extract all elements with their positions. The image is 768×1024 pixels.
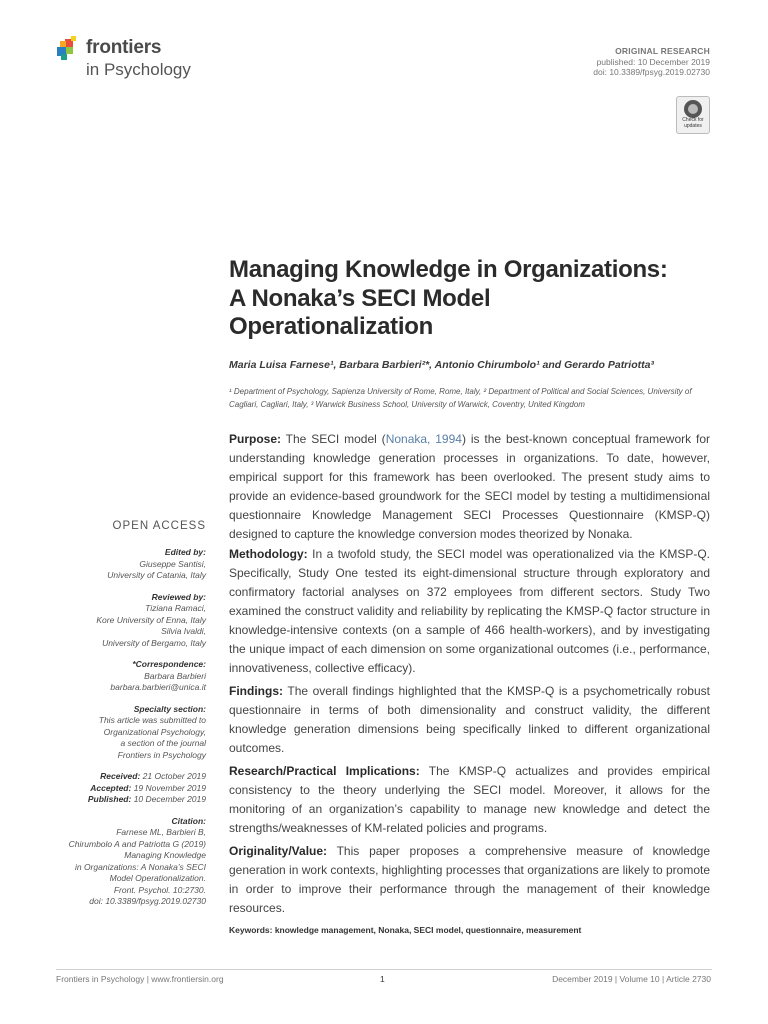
received-label: Received: [100,771,141,781]
published-value: 10 December 2019 [131,794,206,804]
abstract-implications [229,762,710,838]
reviewer-affiliation: University of Bergamo, Italy [102,637,206,648]
reviewer-name: Silvia Ivaldi, [161,626,206,636]
editor-name: Giuseppe Santisi, [139,558,206,569]
reviewed-by-label: Reviewed by: [151,591,206,602]
accepted-label: Accepted: [90,782,132,793]
received-value: 21 October 2019 [140,771,206,781]
specialty-line: Frontiers in Psychology [117,749,206,760]
specialty-section-label: Specialty section: [133,703,206,714]
journal-logo [56,34,206,82]
originality-label: Originality/Value: [229,844,328,858]
citation-line: Farnese ML, Barbieri B, [116,827,206,837]
abstract-findings [229,682,710,758]
reviewer-affiliation: Kore University of Enna, Italy [96,614,206,625]
accepted-value: 19 November 2019 [131,782,206,793]
citation-link[interactable]: Nonaka, 1994 [385,432,462,446]
editor-affiliation: University of Catania, Italy [107,570,206,580]
published-label: Published: [87,794,132,804]
reviewer-name: Tiziana Ramaci, [145,603,206,613]
published-date: published: 10 December 2019 [596,56,710,67]
purpose-text: ) is the best-known conceptual framework for understanding knowledge generation processes in organizations. To date, however, empirical support for this framework has been overlooked. The present study aims to provide an evidence-based groundwork for the SECI model by testing a multidimensional questionnaire Knowledge Management SECI Processes Questionnaire (KMSP-Q) designed to capture the knowledge conversion modes theorized by Nonaka. [229,432,711,541]
purpose-text-pre: The SECI model ( [281,432,386,446]
purpose-label: Purpose: [229,432,282,446]
article-sidebar [50,547,206,908]
affiliations: ¹ Department of Psychology, Sapienza University of Rome, Rome, Italy, ² Department of Political and Social Sciences, University of Cagliari, Cagliari, Italy, ³ Warwick Business School, University of Warwick, Coventry, United Kingdom [229,387,692,409]
published-date-sidebar [50,794,206,806]
implications-text: The KMSP-Q actualizes and provides empirical consistency to the theory underlying the SECI model. Moreover, it allows for the monitoring of an organization’s capability to manage new knowledge and detect the strengths/weaknesses of KM-related policies and programs. [229,764,710,835]
correspondence-email[interactable]: barbara.barbieri@unica.it [110,682,206,692]
specialty-line: a section of the journal [120,738,206,748]
received-date [50,771,206,783]
citation-line: Chirumbolo A and Patriotta G (2019) [68,838,206,849]
citation-line: Model Operationalization. [109,873,206,883]
originality-text: This paper proposes a comprehensive measure of knowledge generation in work contexts, highlighting processes that organizations are likely to promote in order to improve their performance through the management of their knowledge resources. [229,844,710,915]
specialty-line: Organizational Psychology, [103,726,206,737]
citation-line: Managing Knowledge [124,850,206,860]
abstract-methodology [229,545,710,678]
authors: Maria Luisa Farnese¹, Barbara Barbieri²*, Antonio Chirumbolo¹ and Gerardo Patriotta³ [229,359,654,371]
journal-name-line1: frontiers [86,37,162,58]
methodology-label: Methodology: [229,547,308,561]
article-type: ORIGINAL RESEARCH [615,46,710,56]
open-access-label: OPEN ACCESS [112,520,206,532]
abstract-originality [229,842,710,918]
page-number: 1 [380,974,385,984]
accepted-date [50,783,206,795]
correspondence-label: *Correspondence: [132,659,206,669]
footer-journal[interactable]: Frontiers in Psychology | www.frontiersin.org [56,974,224,984]
specialty-line: This article was submitted to [98,715,206,725]
citation-doi[interactable]: doi: 10.3389/fpsyg.2019.02730 [89,896,206,906]
article-header-info [593,46,710,78]
findings-label: Findings: [229,684,283,698]
journal-name-line2: in Psychology [86,60,191,79]
check-updates-label: Check for updates [682,117,704,129]
frontiers-logo-icon [56,36,82,62]
abstract-purpose [229,430,710,544]
implications-label: Research/Practical Implications: [229,764,420,778]
check-for-updates-badge[interactable] [676,96,710,134]
citation-line: in Organizations: A Nonaka’s SECI [74,861,206,872]
citation-label: Citation: [171,815,206,826]
footer-divider [56,969,712,970]
correspondence-name: Barbara Barbieri [144,670,206,681]
doi-link[interactable]: doi: 10.3389/fpsyg.2019.02730 [593,67,710,77]
footer-issue: December 2019 | Volume 10 | Article 2730 [552,974,711,984]
check-updates-icon [684,100,702,118]
article-title: Managing Knowledge in Organizations: A Nonaka’s SECI Model Operationalization [229,256,668,340]
keywords: Keywords: knowledge management, Nonaka, SECI model, questionnaire, measurement [229,925,582,935]
edited-by-label: Edited by: [164,547,206,557]
findings-text: The overall findings highlighted that the KMSP-Q is a psychometrically robust questionnaire in terms of both dimensionality and construct validity, the different knowledge generation dimensions being specifically linked to different organizational outcomes. [229,684,710,755]
citation-line: Front. Psychol. 10:2730. [113,884,206,895]
methodology-text: In a twofold study, the SECI model was operationalized via the KMSP-Q. Specifically, Study One tested its eight-dimensional structure through exploratory and confirmatory factorial analyses on 372 employees from different sectors. Study Two examined the construct validity and reliability by replicating the KMSP-Q factor structure in knowledge-intensive contexts (on a sample of 466 health-workers), and by investigating the unique impact of each dimension on some organizational outcomes (i.e., performance, innovativeness, collective efficacy). [229,547,710,675]
